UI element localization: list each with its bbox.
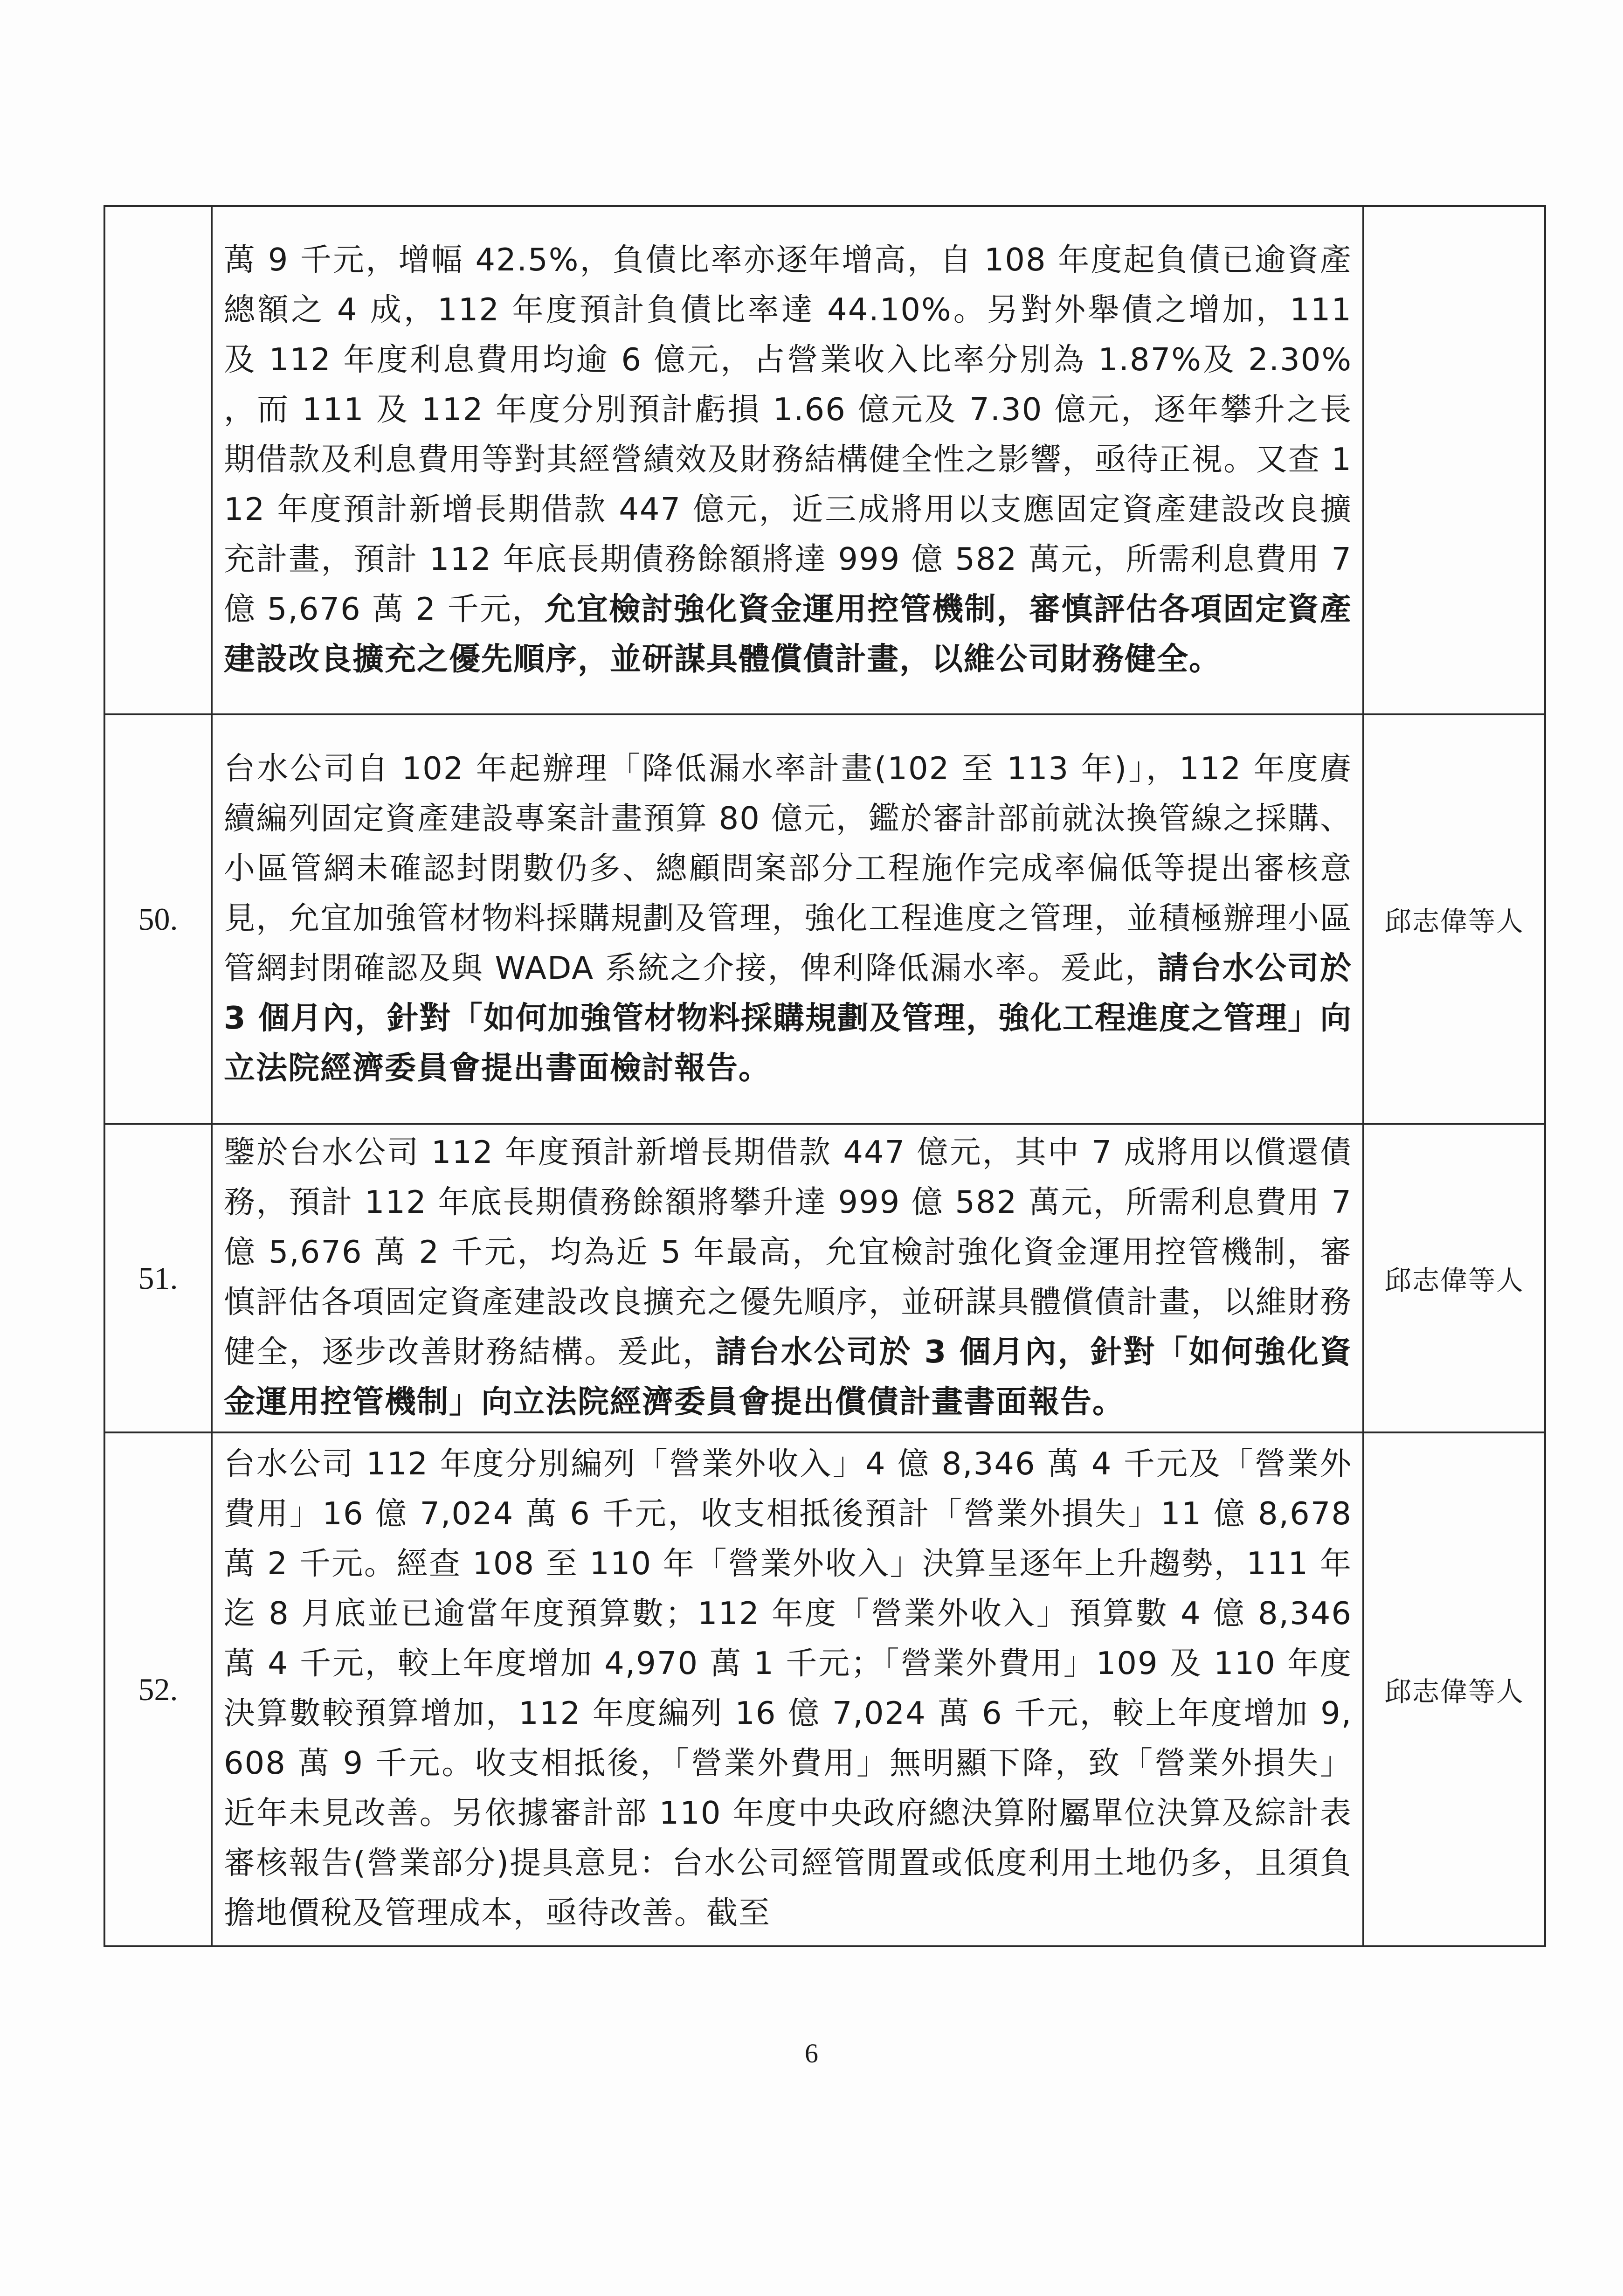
sponsor-cell: 邱志偉等人 <box>1363 1432 1545 1946</box>
table-row-52 <box>104 1432 1545 1946</box>
motion-text-cell <box>212 714 1363 1124</box>
motion-text <box>224 1439 1352 1938</box>
table-row-49-continued <box>104 206 1545 714</box>
row-number: 52. <box>104 1432 212 1946</box>
row-number: 51. <box>104 1124 212 1432</box>
motion-text-bold: 允宜檢討強化資金運用控管機制，審慎評估各項固定資產建設改良擴充之優先順序，並研謀具體償債計畫，以維公司財務健全。 <box>224 590 1352 677</box>
sponsor-cell <box>1363 206 1545 714</box>
motion-text-cell <box>212 1432 1363 1946</box>
motion-text <box>224 235 1352 684</box>
page-number: 6 <box>805 2038 818 2068</box>
motion-text-plain: 台水公司 112 年度分別編列「營業外收入」4 億 8,346 萬 4 千元及「營業外費用」16 億 7,024 萬 6 千元，收支相抵後預計「營業外損失」11 億 8,678 萬 2 千元。經查 108 至 110 年「營業外收入」決算呈逐年上升趨勢，111 年迄 8 月底並已逾當年度預算數；112 年度「營業外收入」預算數 4 億 8,346 萬 4 千元，較上年度增加 4,970 萬 1 千元；「營業外費用」109 及 110 年度決算數較預算增加，112 年度編列 16 億 7,024 萬 6 千元，較上年度增加 9,608 萬 9 千元。收支相抵後，「營業外費用」無明顯下降，致「營業外損失」近年未見改善。另依據審計部 110 年度中央政府總決算附屬單位決算及綜計表審核報告(營業部分)提具意見：台水公司經管閒置或低度利用土地仍多，且須負擔地價稅及管理成本，亟待改善。截至 <box>224 1445 1352 1931</box>
sponsor-cell: 邱志偉等人 <box>1363 1124 1545 1432</box>
table-row-50 <box>104 714 1545 1124</box>
motion-text-cell <box>212 1124 1363 1432</box>
motion-text-plain: 萬 9 千元，增幅 42.5%，負債比率亦逐年增高，自 108 年度起負債已逾資產總額之 4 成，112 年度預計負債比率達 44.10%。另對外舉債之增加，111 及 112 年度利息費用均逾 6 億元，占營業收入比率分別為 1.87%及 2.30% ，而 111 及 112 年度分別預計虧損 1.66 億元及 7.30 億元，逐年攀升之長期借款及利息費用等對其經營績效及財務結構健全性之影響，亟待正視。又查 112 年度預計新增長期借款 447 億元，近三成將用以支應固定資產建設改良擴充計畫，預計 112 年底長期債務餘額將達 999 億 582 萬元，所需利息費用 7 億 5,676 萬 2 千元， <box>224 241 1352 627</box>
motion-text-plain: 鑒於台水公司 112 年度預計新增長期借款 447 億元，其中 7 成將用以償還債務，預計 112 年底長期債務餘額將攀升達 999 億 582 萬元，所需利息費用 7 億 5,676 萬 2 千元，均為近 5 年最高，允宜檢討強化資金運用控管機制，審慎評估各項固定資產建設改良擴充之優先順序，並研謀具體償債計畫，以維財務健全，逐步改善財務結構。爰此， <box>224 1134 1352 1370</box>
motion-text-cell <box>212 206 1363 714</box>
motions-table <box>104 205 1546 1947</box>
motion-text-bold: 請台水公司於 3 個月內，針對「如何加強管材物料採購規劃及管理，強化工程進度之管理」向立法院經濟委員會提出書面檢討報告。 <box>224 949 1353 1086</box>
row-number <box>104 206 212 714</box>
motion-text-plain: 台水公司自 102 年起辦理「降低漏水率計畫(102 至 113 年)」，112 年度賡續編列固定資產建設專案計畫預算 80 億元，鑑於審計部前就汰換管線之採購、小區管網未確認封閉數仍多、總顧問案部分工程施作完成率偏低等提出審核意見，允宜加強管材物料採購規劃及管理，強化工程進度之管理，並積極辦理小區管網封閉確認及與 WADA 系統之介接，俾利降低漏水率。爰此， <box>224 750 1352 986</box>
table-row-51 <box>104 1124 1545 1432</box>
motion-text-bold: 請台水公司於 3 個月內，針對「如何強化資金運用控管機制」向立法院經濟委員會提出償債計畫書面報告。 <box>224 1334 1352 1420</box>
motion-text <box>224 744 1352 1093</box>
row-number: 50. <box>104 714 212 1124</box>
motion-text <box>224 1127 1352 1427</box>
sponsor-cell: 邱志偉等人 <box>1363 714 1545 1124</box>
